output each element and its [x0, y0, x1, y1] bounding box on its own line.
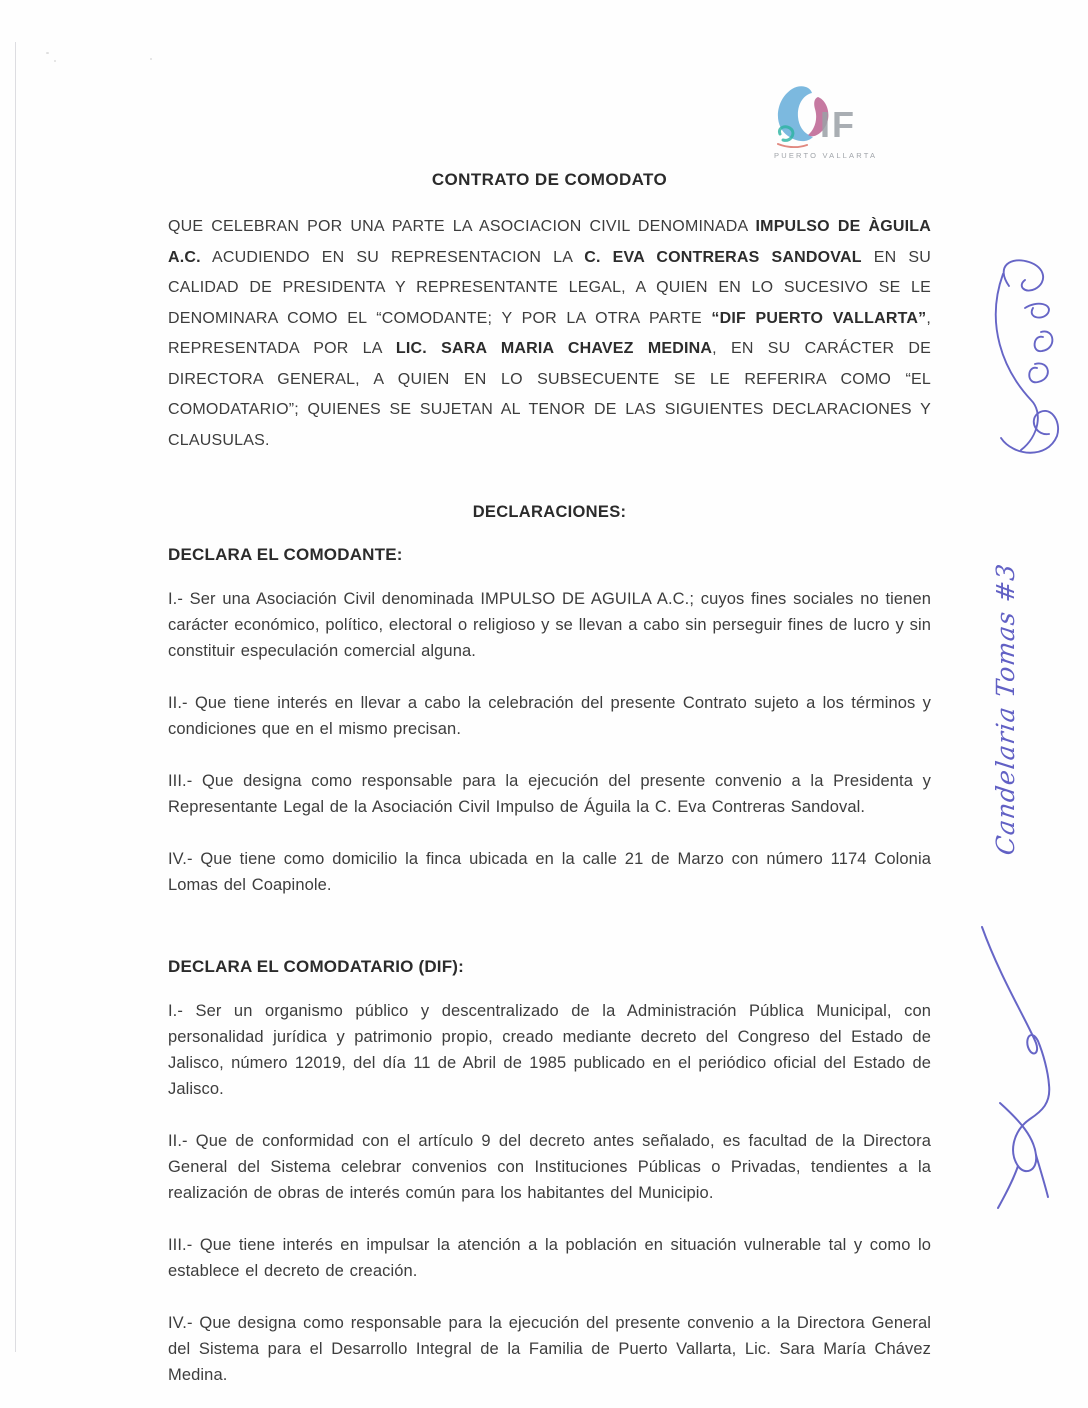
signature-scribble-icon: [975, 252, 1075, 487]
clause-comodante-2: [168, 690, 931, 742]
clause-text: Que tiene interés en impulsar la atención a la población en situación vulnerable tal y como lo establece el decreto de creación.: [168, 1236, 931, 1280]
section-heading-comodatario: DECLARA EL COMODATARIO (DIF):: [168, 957, 465, 976]
clause-comodante-4: [168, 846, 931, 898]
clause-text: Que designa como responsable para la ejecución del presente convenio a la Directora General del Sistema para el Desarrollo Integral de la Familia de Puerto Vallarta, Lic. Sara María Chávez Medina.: [168, 1314, 932, 1384]
document-title: CONTRATO DE COMODATO: [431, 170, 668, 189]
clause-text: Que de conformidad con el artículo 9 del decreto antes señalado, es facultad de la Directora General del Sistema celebrar convenios con Instituciones Públicas o Privadas, tendientes a la realización de obras de interés común para los habitantes del Municipio.: [168, 1132, 931, 1202]
scan-speck: [54, 60, 56, 62]
clause-text: Ser un organismo público y descentralizado de la Administración Pública Municipal, con personalidad jurídica y patrimonio propio, creado mediante decreto del Congreso del Estado de Jalisco, número 12019, del día 11 de Abril de 1985 publicado en el periódico oficial del Estado de Jalisco.: [168, 1002, 932, 1098]
clause-number: I.-: [168, 1002, 183, 1020]
clause-comodatario-3: [168, 1232, 931, 1284]
intro-run-bold: C. EVA CONTRERAS SANDOVAL: [584, 248, 862, 266]
scan-speck: [150, 58, 152, 60]
clause-number: I.-: [168, 590, 183, 608]
clause-number: IV.-: [168, 850, 193, 868]
clause-comodante-3: [168, 768, 931, 820]
dif-logo-subtitle: PUERTO VALLARTA: [774, 151, 878, 160]
clause-number: IV.-: [168, 1314, 193, 1332]
clause-comodatario-2: [168, 1128, 931, 1206]
clause-text: Ser una Asociación Civil denominada IMPULSO DE AGUILA A.C.; cuyos fines sociales no tienen carácter económico, político, electoral o religioso y se llevan a cabo sin perseguir fines de lucro y sin constituir especulación comercial alguna.: [168, 590, 931, 660]
intro-run: , REPRESENTADA POR LA: [168, 309, 931, 357]
declaraciones-heading: DECLARACIONES:: [472, 503, 627, 521]
intro-run-bold: IMPULSO DE ÀGUILA A.C.: [168, 218, 931, 266]
handwritten-margin-note: Candelaria Tomas #3: [991, 561, 1020, 857]
clause-text: Que tiene interés en llevar a cabo la celebración del presente Contrato sujeto a los términos y condiciones que en el mismo precisan.: [168, 694, 931, 738]
intro-run: , EN SU CARÁCTER DE DIRECTORA GENERAL, A QUIEN EN LO SUBSECUENTE SE LE REFERIRA COMO “EL COMODATARIO”; QUIENES SE SUJETAN AL TENOR DE LAS SIGUIENTES DECLARACIONES Y CLAUSULAS.: [168, 340, 932, 449]
clause-number: II.-: [168, 694, 188, 712]
scan-speck: [46, 52, 49, 54]
clause-number: III.-: [168, 772, 193, 790]
clause-number: III.-: [168, 1236, 193, 1254]
intro-paragraph: [168, 212, 931, 456]
intro-run: EN SU CALIDAD DE PRESIDENTA Y REPRESENTANTE LEGAL, A QUIEN EN LO SUCESIVO SE LE DENOMINARA COMO EL “COMODANTE; Y POR LA OTRA PARTE: [168, 248, 931, 327]
clause-comodante-1: [168, 586, 931, 664]
intro-run-bold: “DIF PUERTO VALLARTA”: [711, 309, 927, 327]
section-heading-comodante: DECLARA EL COMODANTE:: [168, 545, 403, 564]
signature-flourish-icon: [972, 925, 1064, 1220]
clause-number: II.-: [168, 1132, 188, 1150]
handwritten-signature-top: [975, 252, 1075, 492]
clause-comodatario-1: [168, 998, 931, 1102]
clause-text: Que designa como responsable para la ejecución del presente convenio a la Presidenta y Representante Legal de la Asociación Civil Impulso de Águila la C. Eva Contreras Sandoval.: [168, 772, 931, 816]
scan-edge-line: [15, 42, 16, 1352]
clause-comodatario-4: [168, 1310, 931, 1388]
dif-logo-if-text: IF: [820, 104, 856, 145]
clause-text: Que tiene como domicilio la finca ubicada en la calle 21 de Marzo con número 1174 Colonia Lomas del Coapinole.: [168, 850, 931, 894]
intro-run-bold: LIC. SARA MARIA CHAVEZ MEDINA: [395, 340, 713, 357]
contract-body: [168, 0, 931, 1388]
handwritten-signature-bottom: [972, 925, 1064, 1225]
intro-run: QUE CELEBRAN POR UNA PARTE LA ASOCIACION CIVIL DENOMINADA: [168, 218, 756, 235]
intro-run: ACUDIENDO EN SU REPRESENTACION LA: [200, 248, 585, 266]
